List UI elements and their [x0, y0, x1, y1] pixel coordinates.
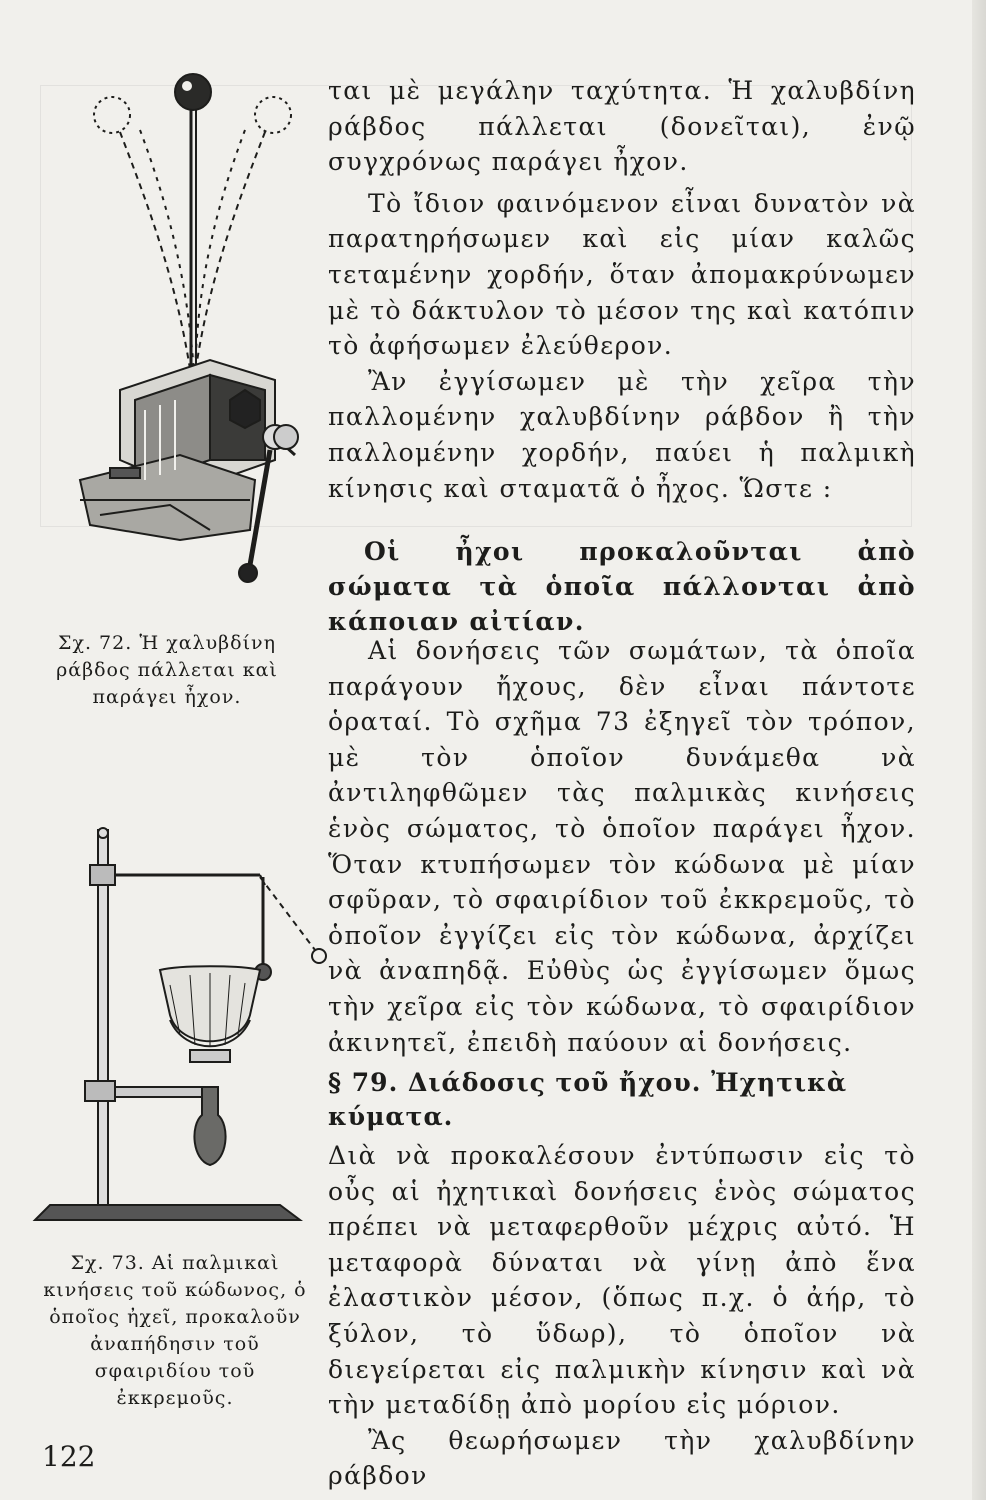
figure-72-vise-rod: [60, 60, 320, 620]
rule-statement: Οἱ ἦχοι προκαλοῦνται ἀπὸ σώματα τὰ ὁποῖα πάλλονται ἀπὸ κάποιαν αἰτίαν.: [328, 537, 916, 636]
text-block-top: [328, 73, 916, 506]
paragraph-1: ται μὲ μεγάλην ταχύτητα. Ἡ χαλυβδίνη ράβδος πάλλεται (δονεῖται), ἐνῷ συγχρόνως παράγει ἦχον.: [328, 76, 916, 177]
figure-72-caption: Σχ. 72. Ἡ χαλυβδίνη ράβδος πάλλεται καὶ παράγει ἦχον.: [56, 632, 278, 708]
rule-block: [328, 534, 916, 639]
paragraph-6: Ἂς θεωρήσωμεν τὴν χαλυβδίνην ράβδον: [328, 1425, 916, 1491]
paragraph-5: Διὰ νὰ προκαλέσουν ἐντύπωσιν εἰς τὸ οὖς αἱ ἠχητικαὶ δονήσεις ἑνὸς σώματος πρέπει νὰ μεταφερθοῦν μέχρις αὐτό. Ἡ μεταφορὰ δύναται νὰ γίνῃ ἀπὸ ἕνα ἐλαστικὸν μέσον, (ὅπως π.χ. ὁ ἀήρ, τὸ ξύλον, τὸ ὕδωρ), τὸ ὁποῖον νὰ διεγείρεται εἰς παλμικὴν κίνησιν καὶ νὰ τὴν μεταδίδῃ ἀπὸ μορίου εἰς μόριον.: [328, 1141, 916, 1420]
page-edge: [972, 0, 986, 1500]
section-title: § 79. Διάδοσις τοῦ ἤχου. Ἠχητικὰ κύματα.: [328, 1068, 848, 1131]
paragraph-3: Ἂν ἐγγίσωμεν μὲ τὴν χεῖρα τὴν παλλομένην χαλυβδίνην ράβδον ἢ τὴν παλλομένην χορδήν, παύει ἡ παλμικὴ κίνησις καὶ σταματᾶ ὁ ἦχος. Ὥστε :: [328, 366, 916, 503]
section-79: [328, 1066, 916, 1494]
paragraph-4: Αἱ δονήσεις τῶν σωμάτων, τὰ ὁποῖα παράγουν ἤχους, δὲν εἶναι πάντοτε ὁραταί. Τὸ σχῆμα 73 ἐξηγεῖ τὸν τρόπον, μὲ τὸν ὁποῖον δυνάμεθα νὰ ἀντιληφθῶμεν τὰς παλμικὰς κινήσεις ἑνὸς σώματος, τὸ ὁποῖον παράγει ἦχον. Ὅταν κτυπήσωμεν τὸν κώδωνα μὲ μίαν σφῦραν, τὸ σφαιρίδιον τοῦ ἐκκρεμοῦς, τὸ ὁποῖον ἐγγίζει εἰς τὸν κώδωνα, ἀρχίζει νὰ ἀναπηδᾷ. Εὐθὺς ὡς ἐγγίσωμεν ὅμως τὴν χεῖρα εἰς τὸν κώδωνα, τὸ σφαιρίδιον ἀκινητεῖ, ἐπειδὴ παύουν αἱ δονήσεις.: [328, 636, 916, 1057]
text-block-middle: [328, 633, 916, 1060]
page-number: 122: [42, 1440, 96, 1473]
figure-73-caption: Σχ. 73. Αἱ παλμικαὶ κινήσεις τοῦ κώδωνος, ὁ ὁποῖος ἠχεῖ, προκαλοῦν ἀναπήδησιν τοῦ σφαιριδίου τοῦ ἐκκρεμοῦς.: [43, 1252, 307, 1409]
figure-73-bell-pendulum: [30, 825, 330, 1235]
paragraph-2: Τὸ ἴδιον φαινόμενον εἶναι δυνατὸν νὰ παρατηρήσωμεν καὶ εἰς μίαν καλῶς τεταμένην χορδήν, ὅταν ἀπομακρύνωμεν μὲ τὸ δάκτυλον τὸ μέσον της καὶ κατόπιν τὸ ἀφήσωμεν ἐλεύθερον.: [328, 188, 916, 361]
